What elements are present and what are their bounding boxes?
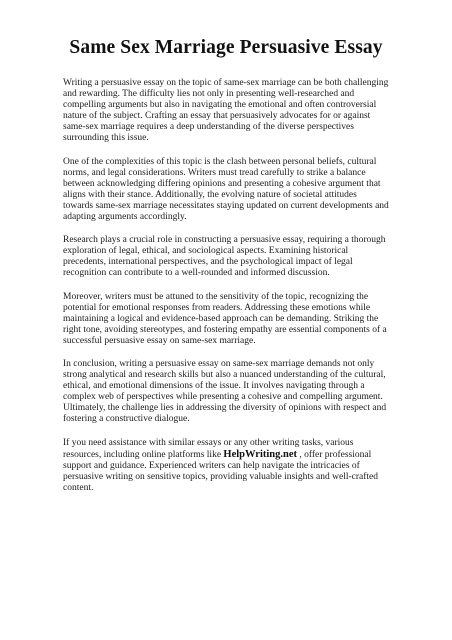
paragraph-intro: Writing a persuasive essay on the topic of same-sex marriage can be both challenging and rewarding. The difficulty lies not only in presenting well-researched and compelling arguments but also in navigating the emotional and often controversial nature of the subject. Crafting an essay that persuasively advocates for or against same-sex marriage requires a deep understanding of the diverse perspectives surrounding this issue. — [63, 78, 389, 143]
paragraph-research: Research plays a crucial role in constructing a persuasive essay, requiring a thorough exploration of legal, ethical, and sociological aspects. Examining historical precedents, international perspectives, and the psychological impact of legal recognition can contribute to a well-rounded and informed discussion. — [63, 235, 386, 278]
helpwriting-link[interactable]: HelpWriting.net — [223, 448, 298, 460]
paragraph-sensitivity: Moreover, writers must be attuned to the sensitivity of the topic, recognizing the potential for emotional responses from readers. Addressing these emotions while maintaining a logical and evidence-based approach can be demanding. Striking the right tone, avoiding stereotypes, and fostering empathy are essential components of a successful persuasive essay on same-sex marriage. — [63, 291, 387, 346]
paragraph-conclusion: In conclusion, writing a persuasive essay on same-sex marriage demands not only strong analytical and research skills but also a nuanced understanding of the cultural, ethical, and emotional dimensions of the issue. It involves navigating through a complex web of perspectives while presenting a cohesive and compelling argument. Ultimately, the challenge lies in addressing the diversity of opinions with respect and fostering a constructive dialogue. — [63, 359, 387, 424]
paragraph-assistance — [63, 438, 389, 494]
assistance-text-after: , offer professional support and guidance. Experienced writers can help navigate the intricacies of persuasive writing on sensitive topics, providing valuable insights and well-crafted content. — [63, 449, 379, 493]
document-title: Same Sex Marriage Persuasive Essay — [69, 37, 383, 58]
paragraph-complexities: One of the complexities of this topic is the clash between personal beliefs, cultural norms, and legal considerations. Writers must tread carefully to strike a balance between acknowledging differing opinions and presenting a cohesive argument that aligns with their stance. Additionally, the evolving nature of societal attitudes towards same-sex marriage necessitates staying updated on current developments and adapting arguments accordingly. — [63, 156, 389, 222]
assistance-text-before: If you need assistance with similar essays or any other writing tasks, various resources, including online platforms like — [63, 437, 354, 460]
